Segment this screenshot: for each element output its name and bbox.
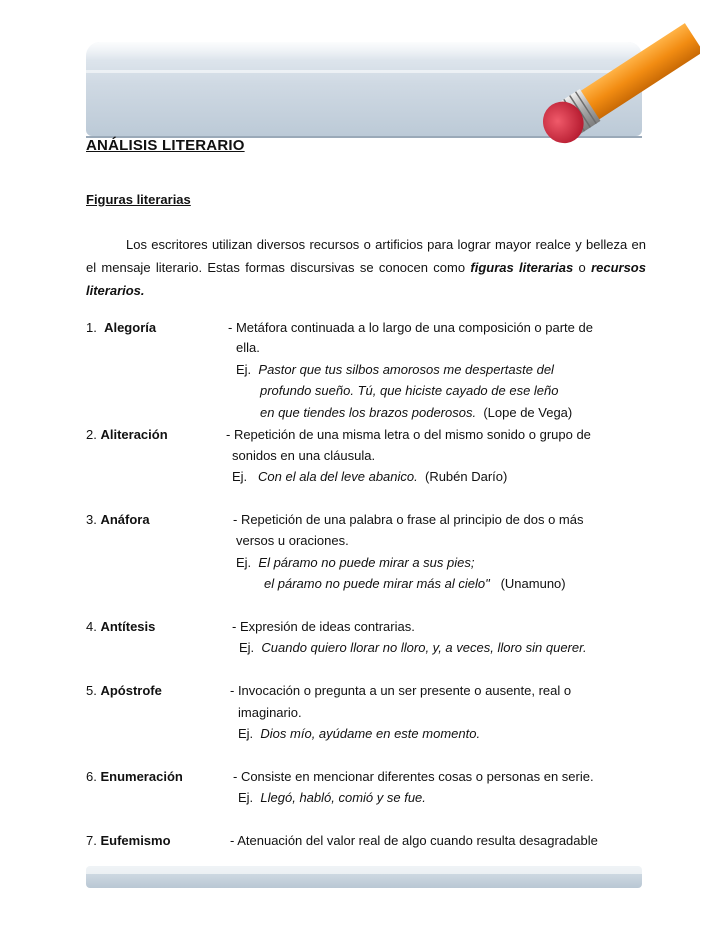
figure-number: 1. xyxy=(86,320,97,335)
figure-5-def-line-2: imaginario. xyxy=(238,705,302,720)
example-label: Ej. xyxy=(238,790,254,805)
figure-1-example xyxy=(236,362,554,377)
figure-1-def-line-1: - Metáfora continuada a lo largo de una composición o parte de xyxy=(228,320,593,335)
figure-1-example-line-3 xyxy=(260,405,572,420)
figure-3-example xyxy=(236,555,474,570)
figure-term: Apóstrofe xyxy=(100,683,162,698)
figure-1-heading xyxy=(86,320,156,335)
example-text: El páramo no puede mirar a sus pies; xyxy=(258,555,475,570)
figure-term: Eufemismo xyxy=(100,833,171,848)
figure-6-def-line-1: - Consiste en mencionar diferentes cosas o personas en serie. xyxy=(233,769,594,784)
figure-7-heading xyxy=(86,833,171,848)
figure-4-def-line-1: - Expresión de ideas contrarias. xyxy=(232,619,415,634)
figure-1-example-line-2: profundo sueño. Tú, que hiciste cayado de ese leño xyxy=(260,383,559,398)
figure-5-example xyxy=(238,726,480,741)
figure-1-def-line-2: ella. xyxy=(236,340,260,355)
figure-number: 6. xyxy=(86,769,97,784)
figure-3-def-line-2: versos u oraciones. xyxy=(236,533,349,548)
figure-2-example xyxy=(232,469,507,484)
example-text: Pastor que tus silbos amorosos me despertaste del xyxy=(258,362,554,377)
example-text: Con el ala del leve abanico. xyxy=(258,469,418,484)
example-label: Ej. xyxy=(236,362,252,377)
intro-connector: o xyxy=(573,260,592,275)
figure-number: 3. xyxy=(86,512,97,527)
example-text: Llegó, habló, comió y se fue. xyxy=(260,790,426,805)
figure-number: 2. xyxy=(86,427,97,442)
figure-2-heading xyxy=(86,427,168,442)
intro-text: Los escritores utilizan diversos recursos o artificios para lograr mayor realce y belleza en el mensaje literario. Estas formas discursivas se conocen como xyxy=(86,237,646,275)
figure-term: Antítesis xyxy=(100,619,156,634)
example-author: (Lope de Vega) xyxy=(483,405,573,420)
example-author: (Rubén Darío) xyxy=(424,469,508,484)
example-label: Ej. xyxy=(232,469,248,484)
example-text: el páramo no puede mirar más al cielo" xyxy=(264,576,490,591)
example-text: Dios mío, ayúdame en este momento. xyxy=(260,726,481,741)
figure-term: Aliteración xyxy=(100,427,168,442)
section-title: Figuras literarias xyxy=(86,192,191,207)
figure-2-def-line-2: sonidos en una cláusula. xyxy=(232,448,376,463)
intro-emphasis-1: figuras literarias xyxy=(470,260,574,275)
example-text: en que tiendes los brazos poderosos. xyxy=(260,405,477,420)
figure-6-example xyxy=(238,790,426,805)
figure-3-example-line-2 xyxy=(264,576,566,591)
pencil-icon xyxy=(520,20,700,150)
figure-number: 7. xyxy=(86,833,97,848)
example-label: Ej. xyxy=(239,640,255,655)
example-label: Ej. xyxy=(236,555,252,570)
figure-6-heading xyxy=(86,769,183,784)
figure-number: 5. xyxy=(86,683,97,698)
figure-3-def-line-1: - Repetición de una palabra o frase al principio de dos o más xyxy=(233,512,584,527)
example-author: (Unamuno) xyxy=(500,576,566,591)
figure-term: Anáfora xyxy=(100,512,150,527)
intro-emphasis-2: recursos literarios. xyxy=(86,260,646,298)
figure-5-def-line-1: - Invocación o pregunta a un ser presente o ausente, real o xyxy=(230,683,572,698)
figure-term: Enumeración xyxy=(100,769,183,784)
intro-paragraph xyxy=(86,233,646,302)
figure-number: 4. xyxy=(86,619,97,634)
footer-banner xyxy=(86,866,642,888)
example-text: Cuando quiero llorar no lloro, y, a veces, lloro sin querer. xyxy=(261,640,587,655)
figure-5-heading xyxy=(86,683,162,698)
figure-2-def-line-1: - Repetición de una misma letra o del mismo sonido o grupo de xyxy=(226,427,591,442)
example-label: Ej. xyxy=(238,726,254,741)
figure-term: Alegoría xyxy=(104,320,157,335)
figure-4-example xyxy=(239,640,587,655)
document-title: ANÁLISIS LITERARIO xyxy=(86,137,245,154)
figure-4-heading xyxy=(86,619,155,634)
figure-7-def-line-1: - Atenuación del valor real de algo cuando resulta desagradable xyxy=(230,833,598,848)
figure-3-heading xyxy=(86,512,150,527)
